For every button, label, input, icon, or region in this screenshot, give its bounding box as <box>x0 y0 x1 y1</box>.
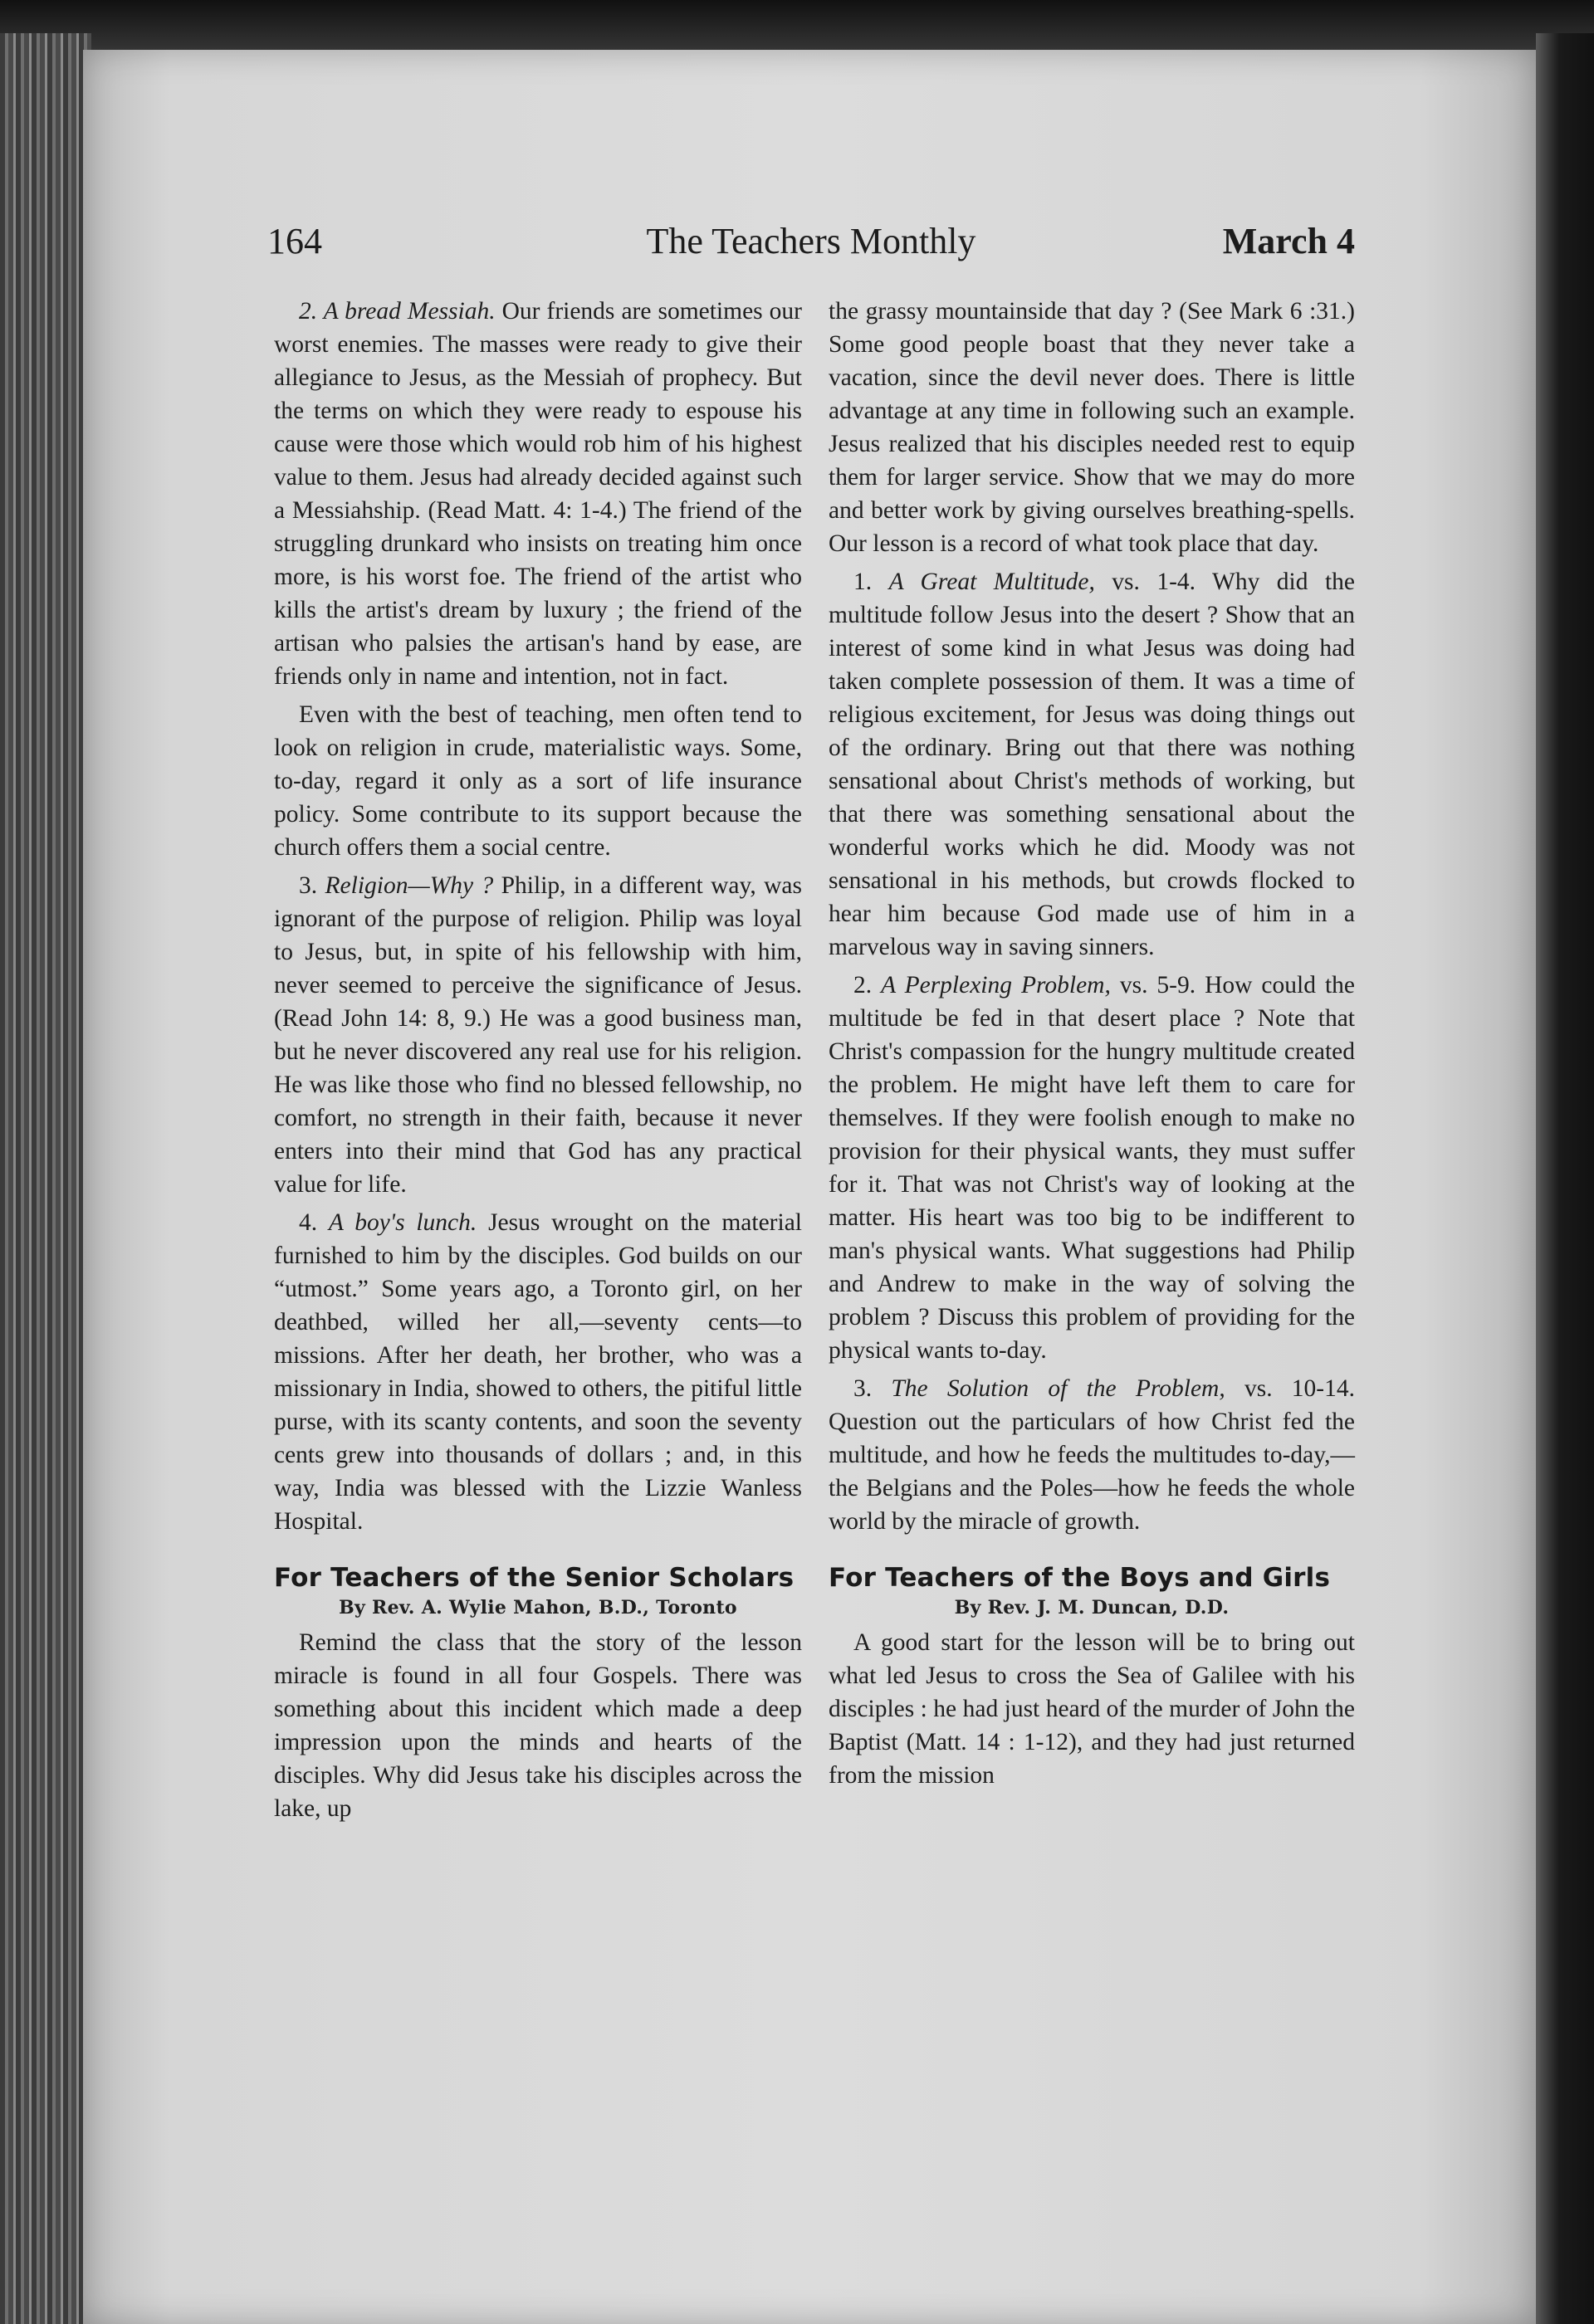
book-binding <box>0 33 91 2324</box>
paragraph-number: 4. <box>299 1209 318 1236</box>
paragraph-heading: The Solution of the Problem, <box>891 1375 1225 1402</box>
paragraph-heading: A boy's lunch. <box>328 1209 477 1236</box>
paragraph-heading: A Perplexing Problem, <box>881 972 1111 998</box>
paragraph-text: Philip, in a different way, was ignorant of the purpose of religion. Philip was loyal to Jesus, but, in spite of his fellowship with him, never seemed to perceive the significance of Jesus. (Read John 14: 8, 9.) He was a good business man, but he never discovered any real use for his religion. He was like those who find no blessed fellowship, no comfort, no strength in their faith, because it never enters into their mind that God has any practical value for life. <box>274 872 802 1198</box>
paragraph-number: 2. <box>853 972 873 998</box>
paragraph-bread-messiah <box>274 295 802 693</box>
section-heading-senior-scholars: For Teachers of the Senior Scholars <box>274 1563 795 1593</box>
page-number: 164 <box>267 221 322 261</box>
paragraph-number: 1. <box>853 569 873 595</box>
paragraph-grassy-mountainside: the grassy mountainside that day ? (See Mark 6 :31.) Some good people boast that they never take a vacation, since the devil never does. There is little advantage at any time in following such an example. Jesus realized that his disciples needed rest to equip them for larger service. Show that we may do more and better work by giving ourselves breathing-spells. Our lesson is a record of what took place that day. <box>829 298 1355 557</box>
paragraph-great-multitude <box>829 565 1355 964</box>
paragraph-number: 3. <box>853 1375 873 1402</box>
section-byline: By Rev. J. M. Duncan, D.D. <box>954 1597 1230 1618</box>
paragraph-number: 3. <box>299 872 318 899</box>
issue-date: March 4 <box>1222 221 1355 261</box>
paragraph-heading: A Great Multitude, <box>888 569 1095 595</box>
section-heading-boys-girls: For Teachers of the Boys and Girls <box>829 1563 1331 1593</box>
paragraph-text: Jesus wrought on the material furnished to him by the disciples. God builds on our “utmost.” Some years ago, a Toronto girl, on her deathbed, willed her all,—seventy cents—to missions. After her death, her brother, who was a missionary in India, showed to others, the pitiful little purse, with its scanty contents, and soon the seventy cents grew into thousands of dollars ; and, in this way, India was blessed with the Lizzie Wanless Hospital. <box>274 1209 802 1535</box>
paragraph-religion-why <box>274 869 802 1201</box>
paragraph-perplexing-problem <box>829 969 1355 1367</box>
paragraph-text: vs. 10-14. Question out the particulars of how Christ fed the multitude, and how he feeds the multitudes to-day,—the Belgians and the Poles—how he feeds the whole world by the miracle of growth. <box>829 1375 1355 1535</box>
left-column <box>274 295 802 1830</box>
right-column <box>829 295 1355 1797</box>
scan-right-edge <box>1536 33 1594 2324</box>
journal-title: The Teachers Monthly <box>646 221 976 261</box>
paragraph-text: vs. 1-4. Why did the multitude follow Jesus into the desert ? Show that an interest of some kind in what Jesus was doing had taken complete possession of them. It was a time of religious excitement, for Jesus was doing things out of the ordinary. Bring out that there was nothing sensational about Christ's methods of working, but that there was something sensational about the wonderful works which he did. Moody was not sensational in his methods, but crowds flocked to hear him because God made use of him in a marvelous way in saving sinners. <box>829 569 1356 960</box>
paragraph-good-start: A good start for the lesson will be to bring out what led Jesus to cross the Sea of Galilee with his disciples : he had just heard of the murder of John the Baptist (Matt. 14 : 1-12), and they had just returned from the mission <box>829 1629 1355 1789</box>
paragraph-text: Our friends are sometimes our worst enemies. The masses were ready to give their allegiance to Jesus, as the Messiah of prophecy. But the terms on which they were ready to espouse his cause were those which would rob him of his highest value to them. Jesus had already decided against such a Messiahship. (Read Matt. 4: 1-4.) The friend of the struggling drunkard who insists on treating him once more, is his worst foe. The friend of the artist who kills the artist's dream by luxury ; the friend of the artisan who palsies the artisan's hand by ease, are friends only in name and intention, not in fact. <box>274 298 802 690</box>
paragraph-materialistic: Even with the best of teaching, men often tend to look on religion in crude, materialistic ways. Some, to-day, regard it only as a sort of life insurance policy. Some contribute to its support because the church offers them a social centre. <box>274 701 802 861</box>
paragraph-solution <box>829 1372 1355 1538</box>
running-header <box>267 220 1355 278</box>
paragraph-boys-lunch <box>274 1206 802 1538</box>
section-byline: By Rev. A. Wylie Mahon, B.D., Toronto <box>339 1597 737 1618</box>
paragraph-heading: Religion—Why ? <box>325 872 494 899</box>
paragraph-heading: 2. A bread Messiah. <box>299 298 496 325</box>
paragraph-remind-class: Remind the class that the story of the lesson miracle is found in all four Gospels. There was something about this incident which made a deep impression upon the minds and hearts of the disciples. Why did Jesus take his disciples across the lake, up <box>274 1629 802 1822</box>
paragraph-text: vs. 5-9. How could the multitude be fed in that desert place ? Note that Christ's compassion for the hungry multitude created the problem. He might have left them to care for themselves. If they were foolish enough to make no provision for their physical wants, they must suffer for it. That was not Christ's way of looking at the matter. His heart was too big to be indifferent to man's physical wants. What suggestions had Philip and Andrew to make in the way of solving the problem ? Discuss this problem of providing for the physical wants to-day. <box>829 972 1355 1364</box>
